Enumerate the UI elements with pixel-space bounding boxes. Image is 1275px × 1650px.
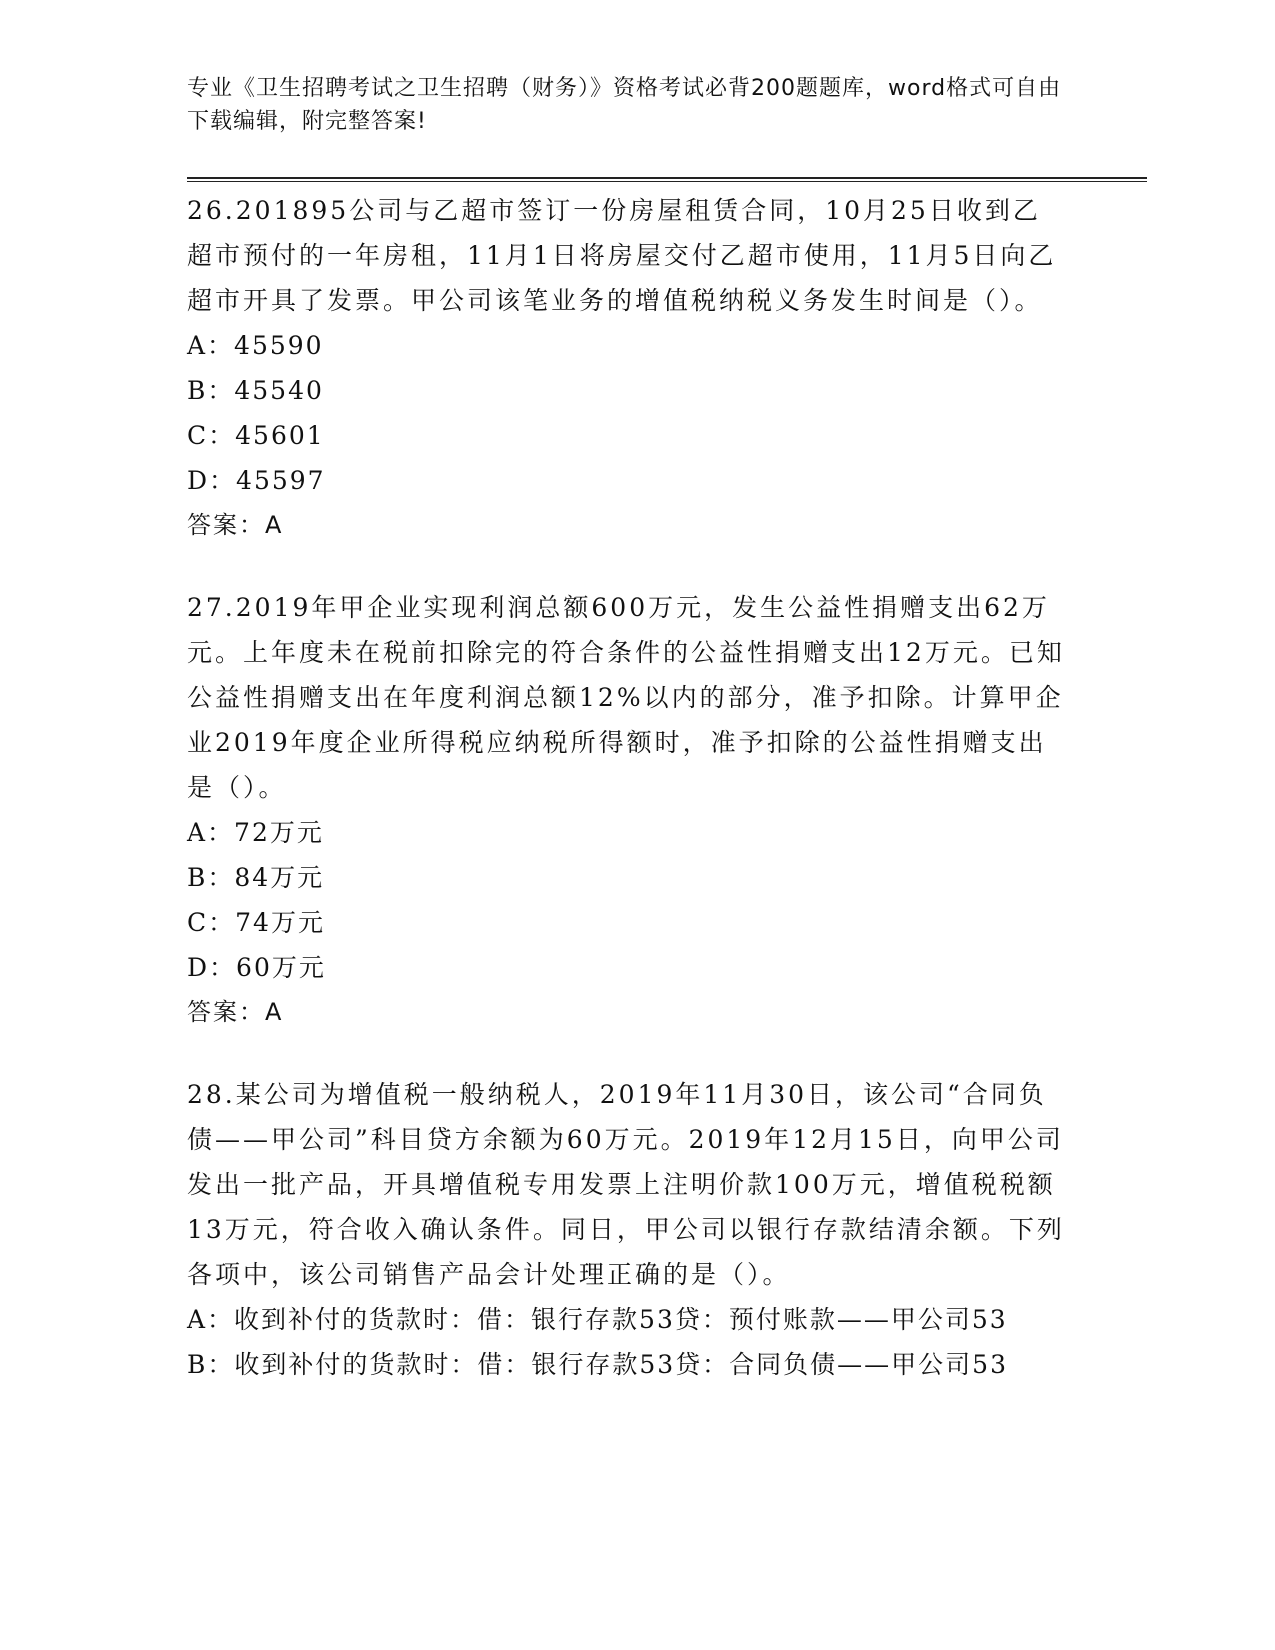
option-c: C：45601	[187, 421, 325, 450]
question-stem: 28.某公司为增值税一般纳税人，2019年11月30日，该公司“合同负债——甲公司”科目贷方余额为60万元。2019年12月15日，向甲公司发出一批产品，开具增值税专用发票上注明价款100万元，增值税税额13万元，符合收入确认条件。同日，甲公司以银行存款结清余额。下列各项中，该公司销售产品会计处理正确的是（）。	[187, 1080, 1065, 1289]
answer-line: 答案：A	[187, 511, 284, 539]
question-stem: 26.201895公司与乙超市签订一份房屋租赁合同，10月25日收到乙超市预付的一年房租，11月1日将房屋交付乙超市使用，11月5日向乙超市开具了发票。甲公司该笔业务的增值税纳税义务发生时间是（）。	[187, 196, 1057, 315]
option-b: B：84万元	[187, 863, 325, 892]
header-divider	[187, 177, 1147, 179]
header-divider-thin	[187, 181, 1147, 182]
option-b: B：收到补付的货款时：借：银行存款53贷：合同负债——甲公司53	[187, 1350, 1008, 1379]
question-list	[187, 188, 1067, 1424]
option-b: B：45540	[187, 376, 324, 405]
question-27	[187, 585, 1067, 1035]
answer-line: 答案：A	[187, 998, 284, 1026]
option-a: A：45590	[187, 331, 324, 360]
question-stem: 27.2019年甲企业实现利润总额600万元，发生公益性捐赠支出62万元。上年度未在税前扣除完的符合条件的公益性捐赠支出12万元。已知公益性捐赠支出在年度利润总额12%以内的部分，准予扣除。计算甲企业2019年度企业所得税应纳税所得额时，准予扣除的公益性捐赠支出是（）。	[187, 593, 1065, 802]
question-26	[187, 188, 1067, 548]
page-header-title: 专业《卫生招聘考试之卫生招聘（财务）》资格考试必背200题题库，word格式可自由下载编辑，附完整答案!	[187, 76, 1062, 134]
option-d: D：60万元	[187, 953, 326, 982]
question-28	[187, 1072, 1067, 1387]
option-a: A：收到补付的货款时：借：银行存款53贷：预付账款——甲公司53	[187, 1305, 1008, 1334]
option-d: D：45597	[187, 466, 326, 495]
option-a: A：72万元	[187, 818, 324, 847]
option-c: C：74万元	[187, 908, 325, 937]
